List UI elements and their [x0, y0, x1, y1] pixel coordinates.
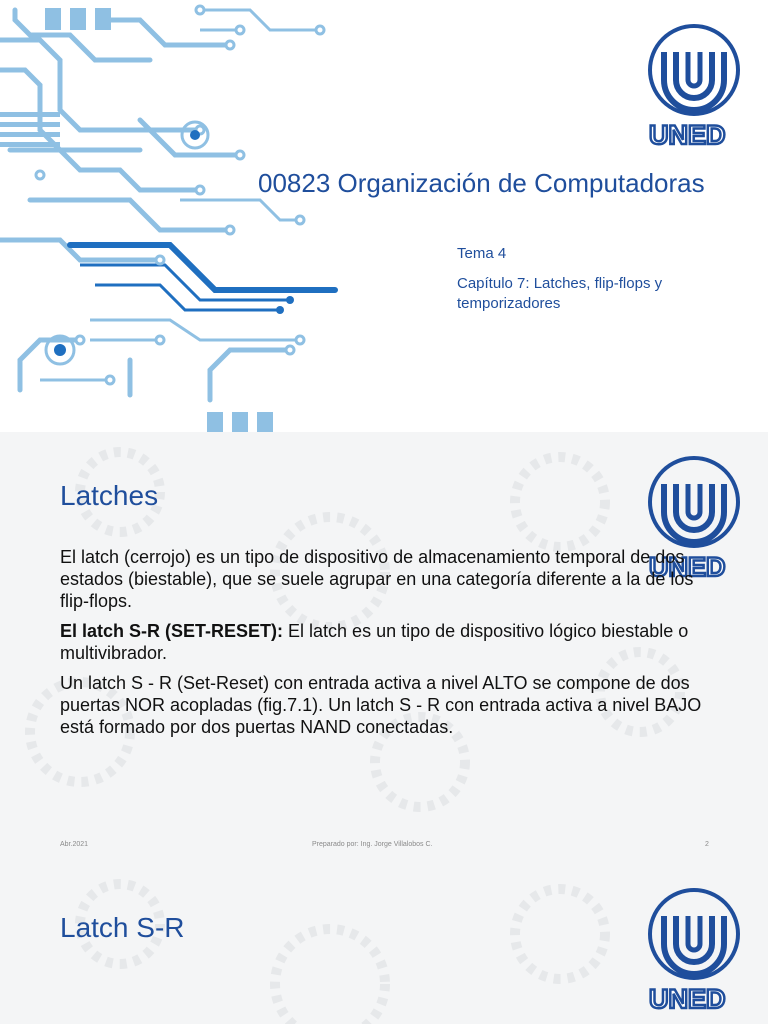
footer-date: Abr.2021	[60, 841, 89, 848]
topic-label: Tema 4	[457, 245, 507, 262]
slide-title-latch-sr: Latch S-R	[60, 912, 185, 943]
footer-author: Preparado por: Ing. Jorge Villalobos C.	[312, 841, 433, 848]
sr-latch-description: El latch es un tipo de dispositivo lógico biestable o multivibrador.	[60, 621, 689, 663]
paragraph-sr-latch	[60, 620, 720, 664]
circuit-board-graphic	[0, 0, 360, 432]
slide-body	[60, 546, 720, 746]
course-title: 00823 Organización de Computadoras	[258, 168, 705, 198]
chapter-label: Capítulo 7: Latches, flip-flops y temporizadores	[457, 275, 663, 312]
uned-logo-text: UNED	[649, 984, 726, 1014]
slide-3	[0, 864, 768, 1024]
slide-title-latches: Latches	[60, 480, 159, 511]
footer-page-number: 2	[705, 841, 709, 848]
paragraph-nor-nand: Un latch S - R (Set-Reset) con entrada activa a nivel ALTO se compone de dos puertas NOR acopladas (fig.7.1). Un latch S - R con entrada activa a nivel BAJO está formado por dos puertas NAND conectadas.	[60, 673, 702, 737]
uned-logo	[646, 22, 746, 152]
uned-logo-text: UNED	[649, 552, 726, 582]
uned-logo	[646, 886, 746, 1016]
uned-logo-text: UNED	[649, 120, 726, 150]
paragraph-definition: El latch (cerrojo) es un tipo de dispositivo de almacenamiento temporal de dos estados (biestable), que se suele agrupar en una categoría diferente a la de los flip-flops.	[60, 547, 694, 611]
slide-1	[0, 0, 768, 432]
sr-latch-heading: El latch S-R (SET-RESET):	[60, 621, 284, 641]
slide-2	[0, 432, 768, 864]
